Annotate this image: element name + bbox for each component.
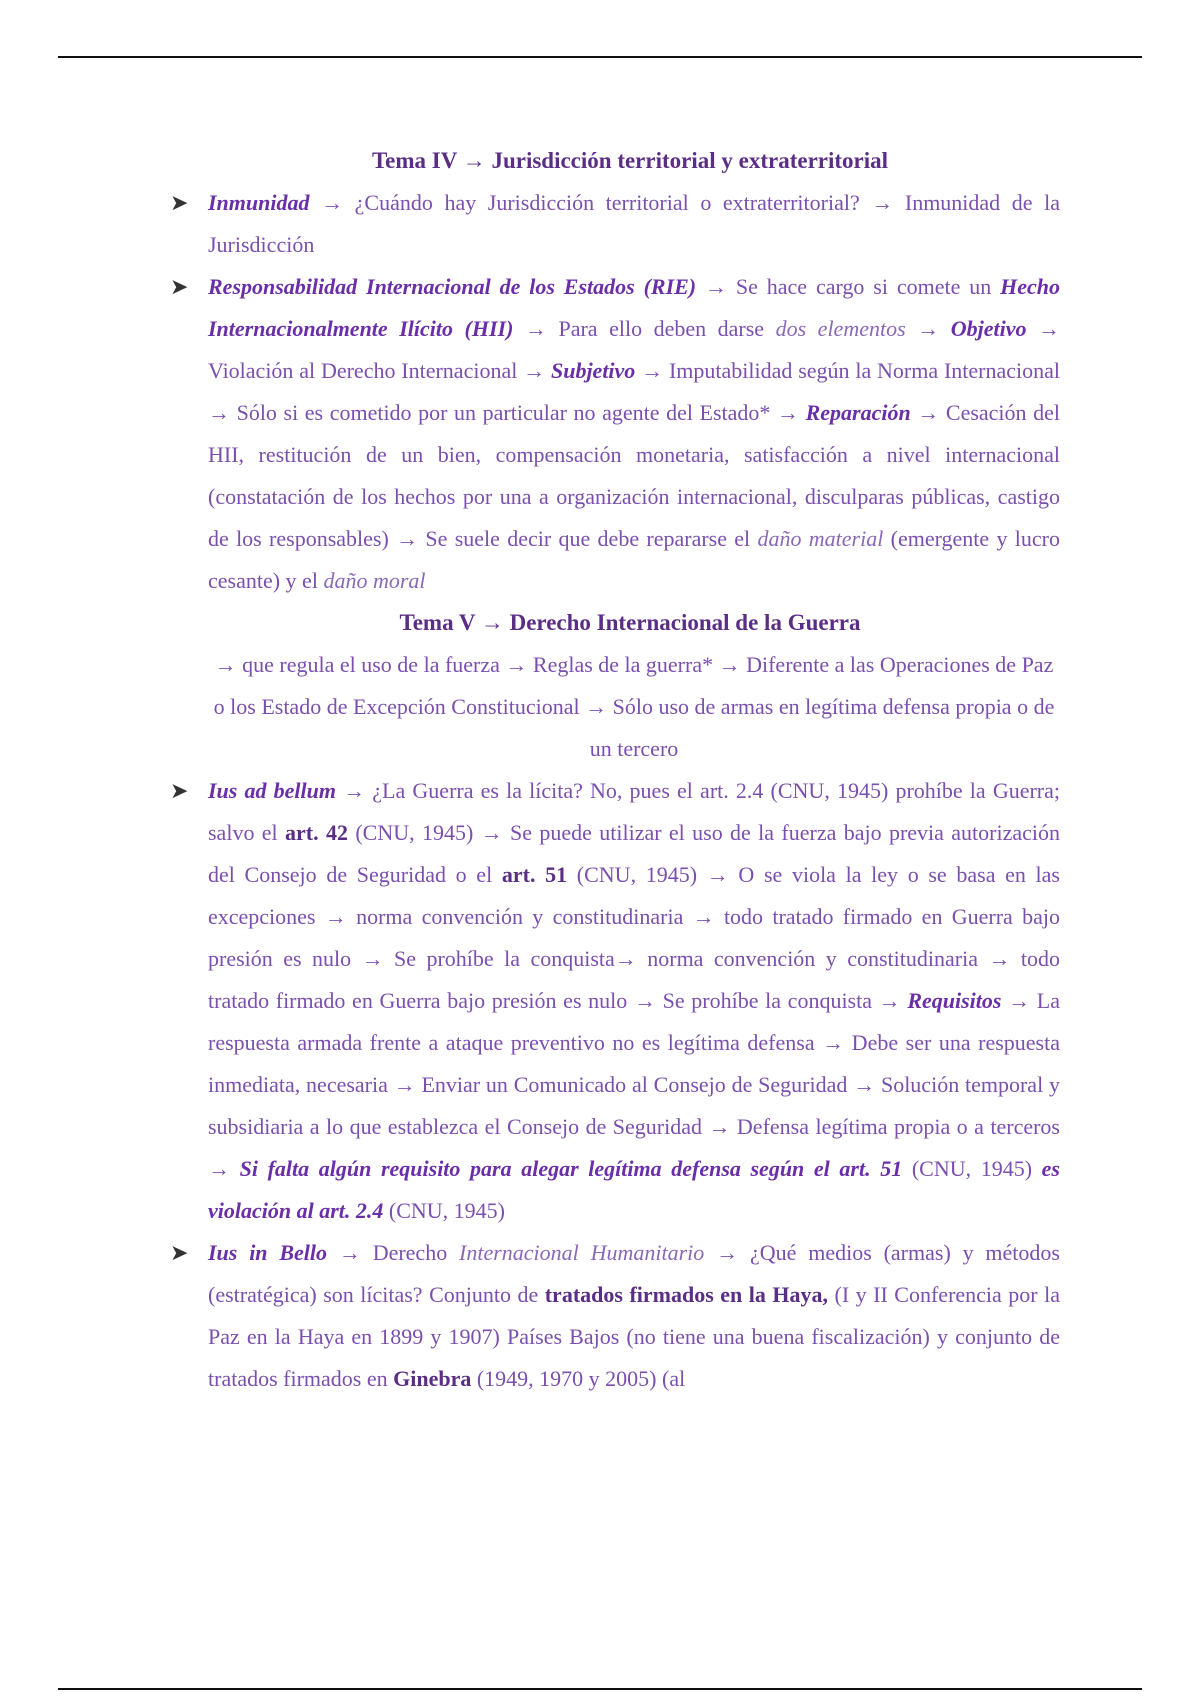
tema-v-intro: → que regula el uso de la fuerza → Reglas de la guerra* → Diferente a las Operaciones de Paz o los Estado de Excepción Constitucional → Sólo uso de armas en legítima defensa propia o de un tercero [213, 652, 1055, 761]
arrowhead-bullet-icon: ➤ [170, 1240, 189, 1265]
footer-rule [58, 1688, 1142, 1690]
term-objetivo: Objetivo [950, 316, 1027, 341]
paragraph-ius-ad-bellum [208, 770, 1060, 1232]
italic-internacional-humanitario: Internacional Humanitario [459, 1240, 705, 1265]
term-rie: Responsabilidad Internacional de los Estados (RIE) [208, 274, 697, 299]
arrowhead-bullet-icon: ➤ [170, 274, 189, 299]
term-ius-in-bello: Ius in Bello [208, 1240, 328, 1265]
paragraph-inmunidad [208, 182, 1060, 266]
term-si-falta-requisito: Si falta algún requisito para alegar legítima defensa según el art. 51 [239, 1156, 903, 1181]
text-fragment: → ¿Qué medios (armas) y métodos (estratégica) son lícitas? Conjunto de [208, 1240, 1060, 1307]
text-fragment: → Derecho [327, 1240, 460, 1265]
text-fragment: (1949, 1970 y 2005) (al [471, 1366, 686, 1391]
text-inmunidad: → ¿Cuándo hay Jurisdicción territorial o extraterritorial? → Inmunidad de la Jurisdicción [208, 190, 1060, 257]
arrowhead-bullet-icon: ➤ [170, 190, 189, 215]
text-fragment: → Cesación del HII, restitución de un bien, compensación monetaria, satisfacción a nivel internacional (constatación de los hechos por una a organización internacional, disculparas públicas, castigo de los responsables) → Se suele decir que debe repararse el [208, 400, 1060, 551]
list-item-ius-in-bello [160, 1232, 1060, 1400]
arrowhead-bullet-icon: ➤ [170, 778, 189, 803]
text-fragment: → Imputabilidad según la Norma Internacional → Sólo si es cometido por un particular no agente del Estado* → [208, 358, 1060, 425]
term-inmunidad: Inmunidad [208, 190, 310, 215]
header-rule [58, 56, 1142, 58]
italic-dano-moral: daño moral [323, 568, 426, 593]
text-fragment: (emergente y lucro cesante) y el [208, 526, 1060, 593]
text-fragment: → Violación al Derecho Internacional → [208, 316, 1061, 383]
term-violacion-art-2-4: es violación al art. 2.4 [208, 1156, 1060, 1223]
text-fragment: → [905, 316, 951, 341]
paragraph-rie [208, 266, 1060, 602]
text-fragment: → La respuesta armada frente a ataque preventivo no es legítima defensa → Debe ser una respuesta inmediata, necesaria → Enviar un Comunicado al Consejo de Seguridad → Solución temporal y subsidiaria a lo que establezca el Consejo de Seguridad → Defensa legítima propia o a terceros → [208, 988, 1060, 1181]
bold-tratados-haya: tratados firmados en la Haya, [544, 1282, 828, 1307]
text-fragment: (I y II Conferencia por la Paz en la Haya en 1899 y 1907) Países Bajos (no tiene una buena fiscalización) y conjunto de tratados firmados en [208, 1282, 1060, 1391]
bold-art-42: art. 42 [285, 820, 348, 845]
text-fragment: → Se hace cargo si comete un [696, 274, 1001, 299]
italic-dos-elementos: dos elementos [775, 316, 906, 341]
tema-v-title: Tema V → Derecho Internacional de la Guerra [399, 610, 861, 635]
text-fragment: → ¿La Guerra es la lícita? No, pues el art. 2.4 (CNU, 1945) prohíbe la Guerra; salvo el [208, 778, 1061, 845]
text-fragment: (CNU, 1945) → Se puede utilizar el uso de la fuerza bajo previa autorización del Consejo de Seguridad o el [208, 820, 1060, 887]
bold-art-51: art. 51 [501, 862, 568, 887]
term-reparacion: Reparación [805, 400, 911, 425]
tema-iv-title: Tema IV → Jurisdicción territorial y extraterritorial [371, 148, 889, 173]
paragraph-ius-in-bello [208, 1232, 1060, 1400]
term-subjetivo: Subjetivo [550, 358, 636, 383]
term-ius-ad-bellum: Ius ad bellum [208, 778, 336, 803]
page-content [160, 140, 1060, 1400]
term-requisitos: Requisitos [907, 988, 1002, 1013]
term-hii: Hecho Internacionalmente Ilícito (HII) [208, 274, 1060, 341]
list-item-inmunidad [160, 182, 1060, 266]
bold-ginebra: Ginebra [393, 1366, 472, 1391]
text-fragment: (CNU, 1945) [383, 1198, 505, 1223]
text-fragment: (CNU, 1945) [902, 1156, 1042, 1181]
text-fragment: (CNU, 1945) → O se viola la ley o se basa en las excepciones → norma convención y constitudinaria → todo tratado firmado en Guerra bajo presión es nulo → Se prohíbe la conquista→ norma convención y constitudinaria → todo tratado firmado en Guerra bajo presión es nulo → Se prohíbe la conquista → [208, 862, 1060, 1013]
list-item-ius-ad-bellum [160, 770, 1060, 1232]
list-item-rie [160, 266, 1060, 602]
text-fragment: → Para ello deben darse [513, 316, 776, 341]
italic-dano-material: daño material [757, 526, 884, 551]
